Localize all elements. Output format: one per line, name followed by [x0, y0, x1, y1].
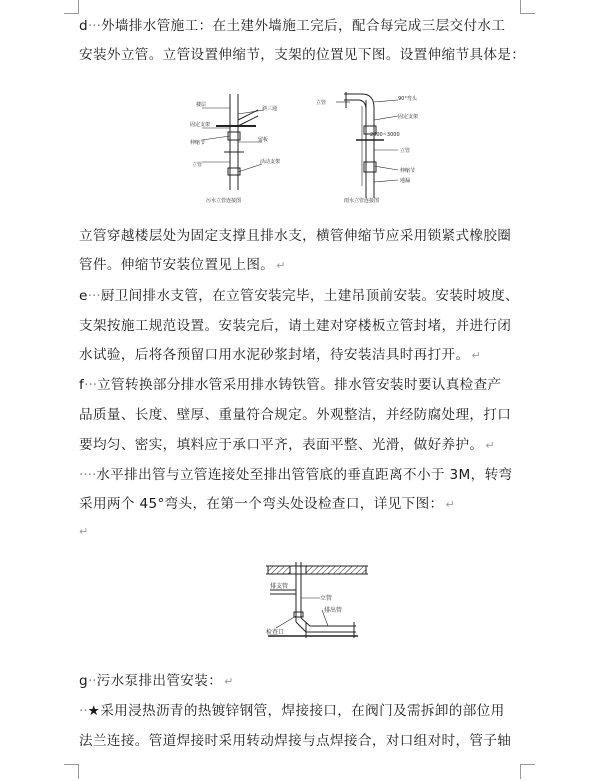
figure-label: 立管: [192, 162, 203, 168]
page-corner-bottom-left: [64, 764, 79, 779]
empty-line: [79, 522, 89, 541]
page-corner-top-left: [64, 0, 79, 14]
text-line: 立管穿越楼层处为固定支撑且排水支，横管伸缩节应采用锁紧式橡胶圈: [79, 228, 512, 244]
figure-label: 地漏: [400, 178, 411, 184]
text-line: ··★采用浸热沥青的热镀锌钢管，焊接接口，在阀门及需拆卸的部位用: [79, 703, 505, 719]
text-line: e···厨卫间排水支管，在立管安装完毕，土建吊顶前安装。安装时坡度、: [79, 288, 519, 304]
figure-label: 固定支架: [190, 122, 211, 128]
paragraph-mark: ↵: [276, 259, 286, 272]
text-line: d···外墙排水管施工：在土建外墙施工完后，配合每完成三层交付水工: [79, 18, 506, 34]
figure-label: 90°弯头: [398, 96, 417, 102]
paragraph-mark: ↵: [224, 675, 234, 688]
figure-label: 活动支架: [260, 159, 281, 165]
figure-label: 立管: [320, 595, 333, 602]
text-line: 支架按施工规范设置。安装完后，请土建对穿楼板立管封堵，并进行闭: [79, 318, 512, 334]
drain-pipe-figure: [186, 86, 436, 208]
figure-label: 排出管: [324, 607, 343, 614]
page-corner-bottom-right: [520, 764, 535, 779]
figure-label: 固定支架: [398, 114, 419, 120]
figure-caption: 雨水立管连接图: [344, 198, 380, 204]
figure-label: 伸缩节: [400, 168, 416, 174]
paragraph-mark: ↵: [445, 498, 456, 511]
text-line: 法兰连接。管道焊接时采用转动焊接与点焊接合，对口组对时，管子轴: [79, 733, 512, 749]
figure-label: 排支管: [270, 583, 289, 590]
figure-label: 检查口: [266, 629, 285, 636]
text-line: ····水平排出管与立管连接处至排出管管底的垂直距离不小于 3M，转弯: [79, 467, 513, 483]
figure-label: 楼层: [196, 102, 207, 108]
text-line: 要均匀、密实，填料应于承口平齐，表面平整、光滑，做好养护。 ↵: [79, 437, 495, 453]
text-line: 品质量、长度、壁厚、重量符合规定。外观整洁，并经防腐处理，打口: [79, 407, 512, 423]
outlet-pipe-figure: [262, 560, 374, 642]
text-line: 采用两个 45°弯头，在第一个弯头处设检查口，详见下图： ↵: [79, 496, 456, 512]
text-line: g··污水泵排出管安装： ↵: [79, 673, 234, 689]
paragraph-mark: ↵: [79, 525, 89, 538]
figure-dimension: 2000~3000: [370, 132, 400, 138]
text-line: 管件。伸缩节安装位置见上图。 ↵: [79, 257, 286, 273]
figure-label: 斜三通: [262, 106, 278, 112]
figure-label: 立管: [400, 148, 411, 154]
page-corner-top-right: [520, 0, 535, 14]
paragraph-mark: ↵: [471, 349, 482, 362]
paragraph-mark: ↵: [485, 439, 495, 452]
figure-label: 伸缩节: [190, 140, 206, 146]
figure-label: 立管: [316, 100, 327, 106]
text-line: 水试验，后将各预留口用水泥砂浆封堵，待安装洁具时再打开。 ↵: [79, 347, 482, 363]
figure-caption: 污水立管连接图: [206, 198, 242, 204]
figure-label: 留板: [258, 137, 269, 143]
text-line: f···立管转换部分排水管采用排水铸铁管。排水管安装时要认真检查产: [79, 377, 502, 393]
text-line: 安装外立管。立管设置伸缩节，支架的位置见下图。设置伸缩节具体是：: [79, 47, 526, 63]
